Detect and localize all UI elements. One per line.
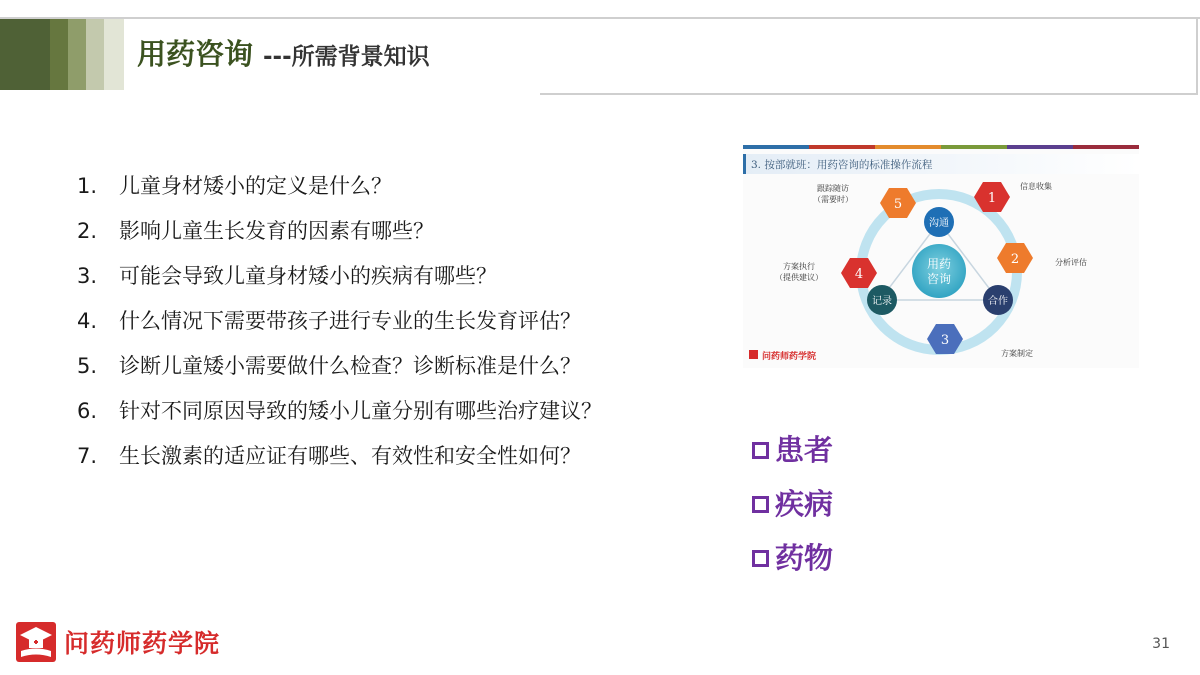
fig-heading-accent: [743, 154, 746, 174]
question-number: 6.: [77, 399, 98, 423]
question-text: 影响儿童生长发育的因素有哪些？: [119, 219, 434, 243]
question-number: 1.: [77, 174, 98, 198]
node-record-label: 记录: [872, 296, 892, 307]
step-5-label-1: 跟踪随访: [817, 184, 849, 193]
question-text: 儿童身材矮小的定义是什么？: [119, 174, 392, 198]
fig-heading: 3. 按部就班：用药咨询的标准操作流程: [751, 159, 933, 171]
slide-title-main: 用药咨询: [137, 37, 254, 71]
fig-logo-text: 问药师药学院: [762, 352, 817, 362]
step-2-number: 2: [1010, 252, 1020, 267]
node-cooperate-label: 合作: [988, 296, 1008, 307]
key-item-label: 患者: [775, 433, 834, 467]
key-item-drug: [752, 531, 833, 585]
key-item-patient: [752, 423, 833, 477]
checkbox-square-icon: [752, 496, 769, 513]
question-number: 2.: [77, 219, 98, 243]
stripe-1: [0, 19, 50, 90]
header-color-stripes: [0, 19, 124, 90]
step-4-label-1: 方案执行: [783, 262, 815, 271]
question-number: 4.: [77, 309, 98, 333]
workflow-figure: [743, 145, 1139, 368]
step-5-label-2: （需要时）: [813, 195, 853, 204]
stripe-2: [50, 19, 68, 90]
question-number: 7.: [77, 444, 98, 468]
question-item: [77, 348, 602, 393]
slide-title-sub: ---所需背景知识: [263, 44, 430, 70]
center-label-1: 用药: [926, 257, 952, 271]
question-list: [77, 168, 602, 483]
page-number: 31: [1152, 636, 1170, 652]
question-text: 针对不同原因导致的矮小儿童分别有哪些治疗建议？: [119, 399, 602, 423]
slide-title: [137, 34, 430, 74]
step-4-number: 4: [854, 267, 864, 282]
key-points: [752, 423, 833, 585]
question-item: [77, 303, 602, 348]
academy-logo-icon: [16, 622, 56, 662]
question-number: 3.: [77, 264, 98, 288]
question-text: 什么情况下需要带孩子进行专业的生长发育评估？: [119, 309, 581, 333]
stripe-4: [86, 19, 104, 90]
step-1-number: 1: [987, 191, 997, 206]
step-1-label: 信息收集: [1020, 182, 1052, 191]
question-item: [77, 168, 602, 213]
key-item-disease: [752, 477, 833, 531]
question-item: [77, 258, 602, 303]
center-circle: [912, 244, 966, 298]
brand-name: 问药师药学院: [64, 629, 221, 658]
key-item-label: 疾病: [775, 487, 834, 521]
stripe-3: [68, 19, 86, 90]
question-item: [77, 393, 602, 438]
center-label-2: 咨询: [926, 272, 952, 286]
step-5-number: 5: [893, 197, 903, 212]
node-communicate-label: 沟通: [929, 218, 949, 229]
question-text: 生长激素的适应证有哪些、有效性和安全性如何？: [119, 444, 581, 468]
checkbox-square-icon: [752, 442, 769, 459]
key-item-label: 药物: [775, 541, 834, 575]
fig-topbar-seg: [1073, 145, 1139, 149]
question-text: 诊断儿童矮小需要做什么检查？诊断标准是什么？: [119, 354, 581, 378]
step-2-label: 分析评估: [1055, 258, 1087, 267]
step-3-label: 方案制定: [1001, 349, 1033, 358]
fig-topbar-seg: [1007, 145, 1073, 149]
workflow-diagram: [743, 145, 1139, 368]
checkbox-square-icon: [752, 550, 769, 567]
brand-logo: [16, 622, 220, 662]
step-3-number: 3: [940, 333, 950, 348]
fig-topbar-seg: [875, 145, 941, 149]
fig-logo-icon: [749, 350, 758, 359]
header-frame-gap: [128, 90, 540, 96]
stripe-5: [104, 19, 124, 90]
question-text: 可能会导致儿童身材矮小的疾病有哪些？: [119, 264, 497, 288]
step-4-label-2: （提供建议）: [775, 273, 823, 282]
fig-topbar-seg: [809, 145, 875, 149]
fig-topbar-seg: [941, 145, 1007, 149]
question-item: [77, 213, 602, 258]
question-number: 5.: [77, 354, 98, 378]
question-item: [77, 438, 602, 483]
fig-topbar-seg: [743, 145, 809, 149]
